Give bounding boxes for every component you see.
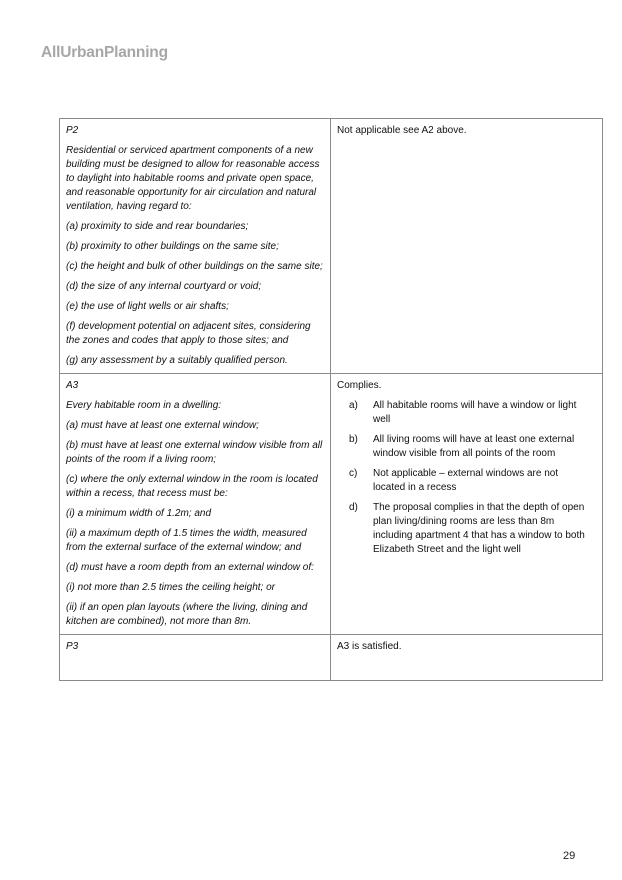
clause-text: (a) proximity to side and rear boundaries;	[66, 221, 249, 232]
table-row-p2	[60, 119, 603, 374]
list-item-text: All living rooms will have at least one external window visible from all points of the room	[373, 434, 575, 459]
clause-label: P2	[66, 125, 79, 136]
clause-text: (i) not more than 2.5 times the ceiling height; or	[66, 582, 275, 593]
list-item-text: The proposal complies in that the depth of open plan living/dining rooms are less than 8m including apartment 4 that has a window to both Elizabeth Street and the light well	[373, 502, 585, 555]
list-marker: a)	[349, 400, 358, 411]
page-number: 29	[563, 850, 576, 862]
list-item	[349, 399, 596, 427]
assessment-table	[59, 118, 603, 681]
list-item-text: Not applicable – external windows are not located in a recess	[373, 468, 559, 493]
assessment-response-p2	[331, 119, 603, 374]
clause-label: A3	[66, 380, 79, 391]
clause-text: (i) a minimum width of 1.2m; and	[66, 508, 212, 519]
list-item-text: All habitable rooms will have a window or light well	[373, 400, 577, 425]
company-logo: AllUrbanPlanning	[41, 44, 168, 61]
clause-text: (ii) a maximum depth of 1.5 times the width, measured from the external surface of the external window; and	[66, 528, 307, 553]
clause-text: (c) where the only external window in the room is located within a recess, that recess must be:	[66, 474, 318, 499]
clause-text: Every habitable room in a dwelling:	[66, 400, 222, 411]
performance-criteria-p2	[60, 119, 331, 374]
response-list	[337, 399, 596, 557]
clause-text: (e) the use of light wells or air shafts;	[66, 301, 229, 312]
clause-text: (d) must have a room depth from an external window of:	[66, 562, 314, 573]
clause-text: Residential or serviced apartment components of a new building must be designed to allow for reasonable access to daylight into habitable rooms and private open space, and reasonable opportunity for air circulation and natural ventilation, having regard to:	[66, 145, 320, 212]
acceptable-solution-a3	[60, 374, 331, 635]
clause-text: (f) development potential on adjacent sites, considering the zones and codes that apply to those sites; and	[66, 321, 311, 346]
response-text: Not applicable see A2 above.	[337, 125, 467, 136]
table-row-a3	[60, 374, 603, 635]
list-marker: d)	[349, 502, 358, 513]
list-marker: b)	[349, 434, 358, 445]
list-item	[349, 433, 596, 461]
clause-text: (b) proximity to other buildings on the same site;	[66, 241, 279, 252]
assessment-response-p3	[331, 635, 603, 681]
table-row-p3	[60, 635, 603, 681]
clause-label: P3	[66, 641, 79, 652]
clause-text: (d) the size of any internal courtyard or void;	[66, 281, 262, 292]
assessment-response-a3	[331, 374, 603, 635]
list-marker: c)	[349, 468, 358, 479]
clause-text: (ii) if an open plan layouts (where the living, dining and kitchen are combined), not more than 8m.	[66, 602, 308, 627]
clause-text: (a) must have at least one external window;	[66, 420, 259, 431]
clause-text: (g) any assessment by a suitably qualified person.	[66, 355, 288, 366]
response-heading: Complies.	[337, 380, 382, 391]
clause-text: (b) must have at least one external window visible from all points of the room if a living room;	[66, 440, 323, 465]
response-text: A3 is satisfied.	[337, 641, 402, 652]
performance-criteria-p3	[60, 635, 331, 681]
list-item	[349, 501, 596, 557]
clause-text: (c) the height and bulk of other buildings on the same site;	[66, 261, 323, 272]
list-item	[349, 467, 596, 495]
